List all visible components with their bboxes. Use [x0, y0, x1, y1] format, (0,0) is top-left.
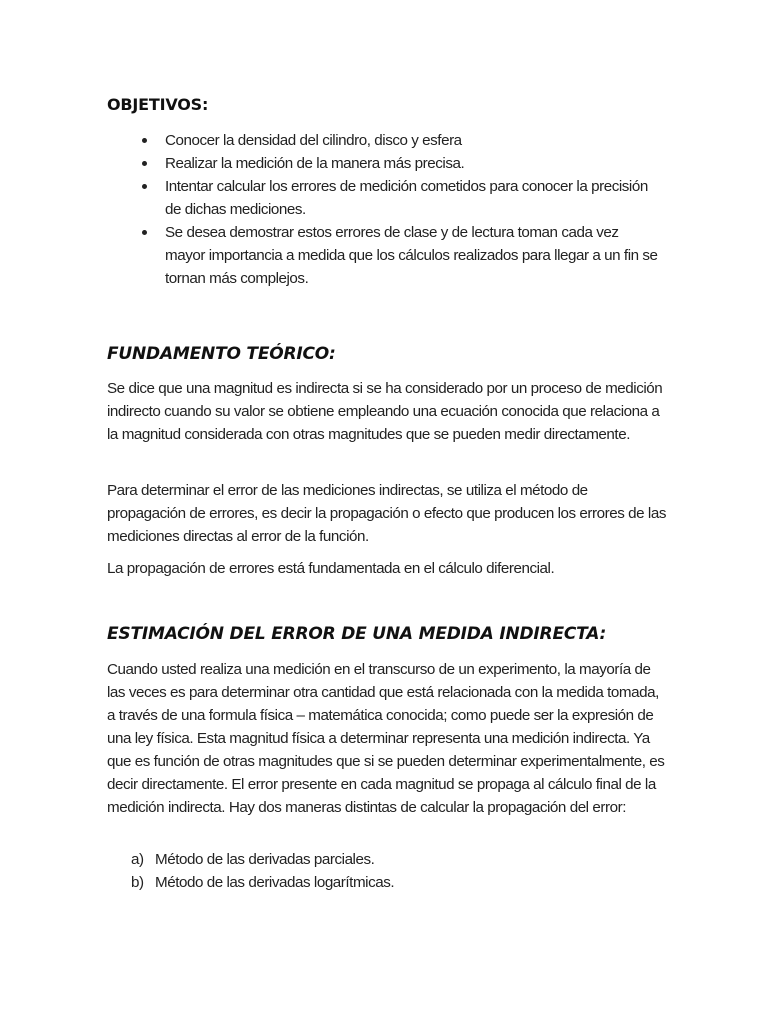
list-item — [140, 152, 660, 175]
bullet-icon — [142, 161, 147, 166]
list-item-text: Intentar calcular los errores de medición cometidos para conocer la precisión de dichas mediciones. — [165, 178, 648, 218]
estimacion-heading: ESTIMACIÓN DEL ERROR DE UNA MEDIDA INDIRECTA: — [107, 624, 607, 644]
bullet-icon — [142, 230, 147, 235]
objetivos-list — [140, 129, 660, 290]
fundamento-paragraph-1: Se dice que una magnitud es indirecta si se ha considerado por un proceso de medición indirecto cuando su valor se obtiene empleando una ecuación conocida que relaciona a la magnitud considerada con otras magnitudes que se pueden medir directamente. — [107, 380, 663, 443]
fundamento-heading: FUNDAMENTO TEÓRICO: — [107, 344, 336, 364]
estimacion-paragraph: Cuando usted realiza una medición en el transcurso de un experimento, la mayoría de las veces es para determinar otra cantidad que está relacionada con la medida tomada, a través de una formula física – matemática conocida; como puede ser la expresión de una ley física. Esta magnitud física a determinar representa una medición indirecta. Ya que es función de otras magnitudes que si se pueden determinar experimentalmente, es decir directamente. El error presente en cada magnitud se propaga al cálculo final de la medición indirecta. Hay dos maneras distintas de calcular la propagación del error: — [107, 661, 665, 816]
bullet-icon — [142, 184, 147, 189]
list-item-text: Método de las derivadas logarítmicas. — [155, 874, 395, 891]
fundamento-paragraph-2: Para determinar el error de las mediciones indirectas, se utiliza el método de propagación de errores, es decir la propagación o efecto que producen los errores de las mediciones directas al error de la función. — [107, 482, 666, 545]
metodos-list — [131, 848, 394, 894]
list-item — [131, 848, 394, 871]
objetivos-heading: OBJETIVOS: — [107, 95, 209, 114]
list-item — [140, 129, 660, 152]
list-item-text: Se desea demostrar estos errores de clase y de lectura toman cada vez mayor importancia a medida que los cálculos realizados para llegar a un fin se tornan más complejos. — [165, 224, 658, 287]
list-item-text: Método de las derivadas parciales. — [155, 851, 375, 868]
list-item — [131, 871, 394, 894]
list-marker: a) — [131, 851, 144, 868]
list-marker: b) — [131, 874, 144, 891]
list-item-text: Realizar la medición de la manera más precisa. — [165, 155, 465, 172]
bullet-icon — [142, 138, 147, 143]
list-item — [140, 221, 660, 290]
list-item — [140, 175, 660, 221]
fundamento-paragraph-3: La propagación de errores está fundamentada en el cálculo diferencial. — [107, 560, 555, 577]
list-item-text: Conocer la densidad del cilindro, disco y esfera — [165, 132, 462, 149]
